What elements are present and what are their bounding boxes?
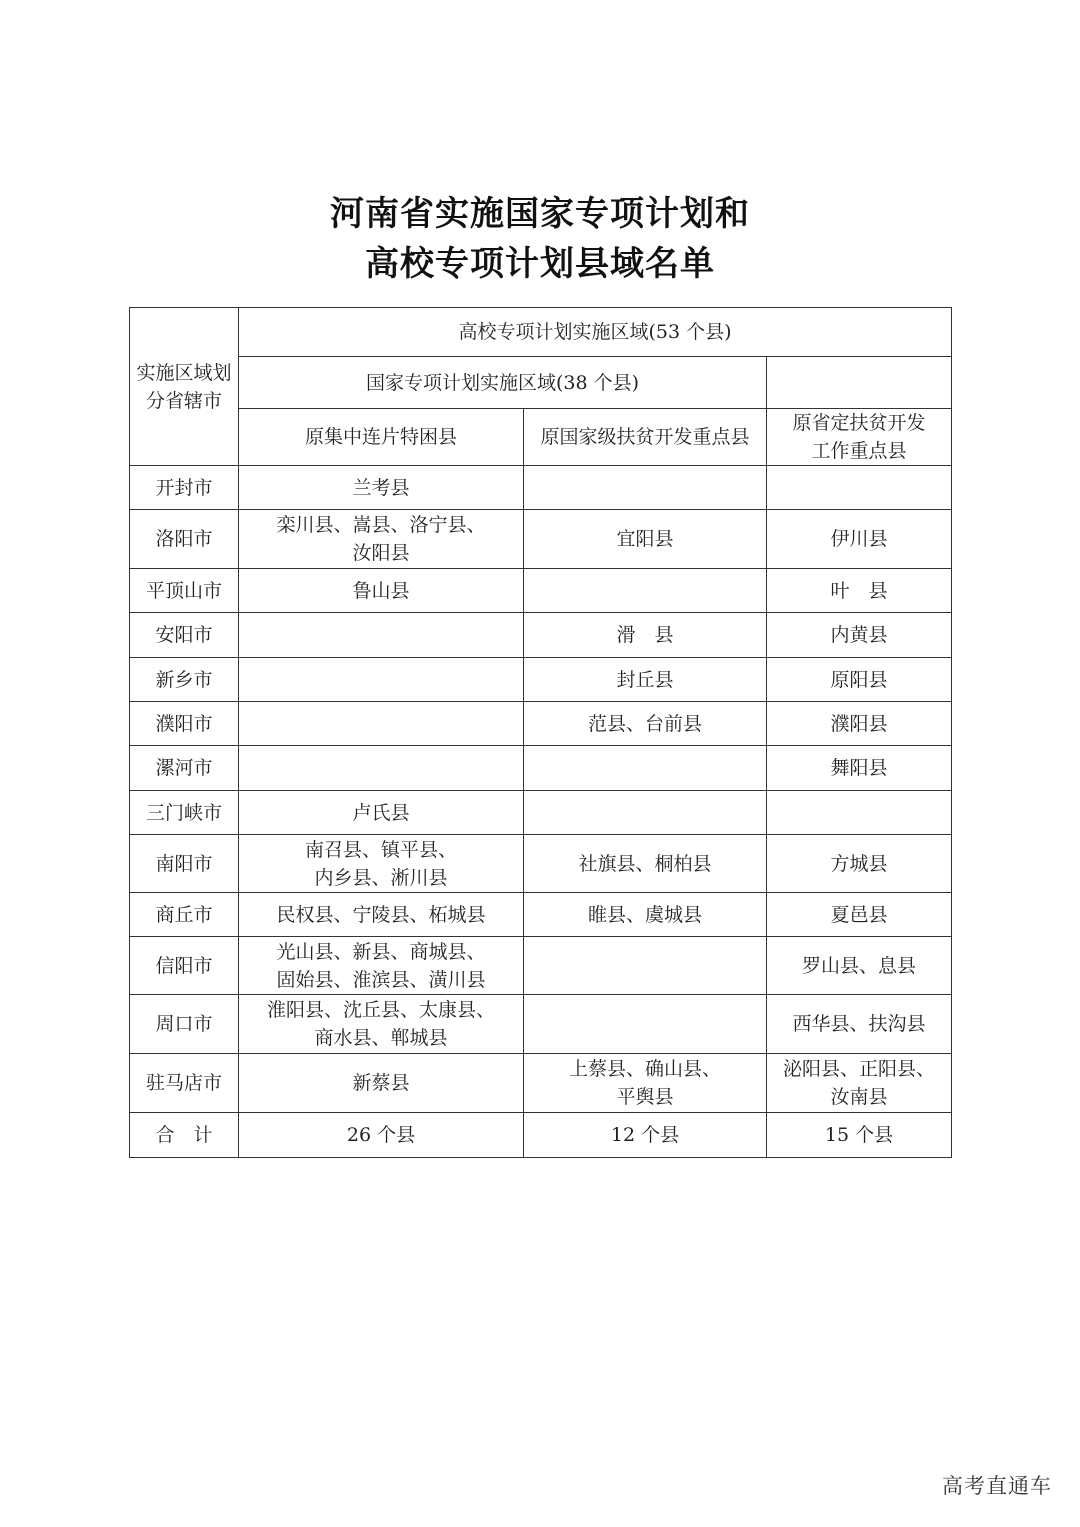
county-text: 范县、台前县: [587, 712, 702, 735]
provincial-county-cell: [767, 835, 952, 893]
provincial-county-cell: [767, 995, 952, 1054]
provincial-county-cell: [767, 746, 952, 791]
national-county-cell: [524, 466, 767, 510]
special-county-cell: [239, 466, 524, 510]
special-county-cell: [239, 937, 524, 995]
special-county-cell: [239, 746, 524, 791]
county-text: 濮阳县: [830, 712, 888, 735]
special-county-cell: [239, 893, 524, 937]
total-national: 12 个县: [524, 1113, 767, 1158]
county-list-table: [129, 307, 952, 1158]
special-county-cell: [239, 569, 524, 613]
watermark-text: 高考直通车: [942, 1474, 1052, 1498]
table-row: [130, 510, 952, 569]
county-text: 平舆县: [616, 1086, 674, 1108]
header-provincial-key: [767, 409, 952, 466]
table-row: [130, 791, 952, 835]
header-provincial-line-1: 原省定扶贫开发: [792, 412, 926, 434]
county-text: 舞阳县: [830, 757, 888, 779]
county-text: 西华县、扶沟县: [792, 1013, 926, 1035]
county-text: 方城县: [830, 852, 888, 875]
national-county-cell: [524, 746, 767, 791]
city-cell: 开封市: [130, 466, 239, 510]
national-county-cell: [524, 702, 767, 746]
header-region-line-1: 实施区域划: [136, 361, 232, 384]
city-cell: 平顶山市: [130, 569, 239, 613]
county-text: 社旗县、桐柏县: [578, 852, 712, 875]
header-national-key: 原国家级扶贫开发重点县: [524, 409, 767, 466]
special-county-cell: [239, 791, 524, 835]
national-county-cell: [524, 569, 767, 613]
provincial-county-cell: [767, 702, 952, 746]
provincial-county-cell: [767, 510, 952, 569]
provincial-county-cell: [767, 791, 952, 835]
county-text: 封丘县: [616, 668, 674, 691]
county-text: 内乡县、淅川县: [314, 866, 448, 889]
header-national-plan: 国家专项计划实施区域(38 个县): [239, 357, 767, 409]
county-text: 上蔡县、确山县、: [568, 1058, 721, 1080]
table-row: [130, 995, 952, 1054]
table-row: [130, 835, 952, 893]
national-county-cell: [524, 937, 767, 995]
county-text: 罗山县、息县: [802, 954, 917, 977]
county-text: 滑 县: [616, 624, 674, 646]
table-row: [130, 746, 952, 791]
county-text: 汝阳县: [352, 542, 410, 564]
table-row: [130, 569, 952, 613]
national-county-cell: [524, 510, 767, 569]
table-row: [130, 613, 952, 658]
header-university-plan: 高校专项计划实施区域(53 个县): [239, 308, 952, 357]
national-county-cell: [524, 835, 767, 893]
national-county-cell: [524, 1054, 767, 1113]
city-cell: 周口市: [130, 995, 239, 1054]
provincial-county-cell: [767, 466, 952, 510]
provincial-county-cell: [767, 658, 952, 702]
county-text: 鲁山县: [352, 579, 410, 602]
county-text: 泌阳县、正阳县、: [783, 1058, 936, 1080]
header-row-2: [130, 357, 952, 409]
county-text: 汝南县: [830, 1086, 888, 1108]
county-text: 南召县、镇平县、: [304, 838, 457, 861]
county-text: 栾川县、嵩县、洛宁县、: [276, 514, 486, 536]
table-row: [130, 658, 952, 702]
special-county-cell: [239, 702, 524, 746]
special-county-cell: [239, 995, 524, 1054]
county-text: 宜阳县: [616, 528, 674, 550]
city-cell: 洛阳市: [130, 510, 239, 569]
header-row-1: [130, 308, 952, 357]
county-text: 睢县、虞城县: [587, 903, 702, 926]
special-county-cell: [239, 510, 524, 569]
header-region-line-2: 分省辖市: [145, 389, 222, 412]
national-county-cell: [524, 613, 767, 658]
table-row: [130, 702, 952, 746]
table-row: [130, 893, 952, 937]
header-region-column: [130, 308, 239, 466]
title-line-2: 高校专项计划县域名单: [365, 244, 715, 284]
national-county-cell: [524, 791, 767, 835]
county-text: 商水县、郸城县: [314, 1027, 448, 1049]
county-text: 夏邑县: [830, 903, 888, 926]
provincial-county-cell: [767, 569, 952, 613]
county-text: 原阳县: [830, 668, 888, 691]
county-text: 兰考县: [352, 476, 410, 499]
city-cell: 南阳市: [130, 835, 239, 893]
county-text: 新蔡县: [352, 1072, 410, 1094]
special-county-cell: [239, 1054, 524, 1113]
county-text: 民权县、宁陵县、柘城县: [276, 903, 486, 926]
table-row: [130, 937, 952, 995]
city-cell: 三门峡市: [130, 791, 239, 835]
total-provincial: 15 个县: [767, 1113, 952, 1158]
table-row: [130, 1054, 952, 1113]
national-county-cell: [524, 893, 767, 937]
header-provincial-line-2: 工作重点县: [811, 440, 907, 462]
national-county-cell: [524, 658, 767, 702]
table-row: [130, 466, 952, 510]
county-text: 伊川县: [830, 528, 888, 550]
provincial-county-cell: [767, 1054, 952, 1113]
county-text: 光山县、新县、商城县、: [276, 940, 486, 963]
county-text: 叶 县: [830, 579, 888, 602]
county-text: 内黄县: [830, 624, 888, 646]
header-special-poverty: 原集中连片特困县: [239, 409, 524, 466]
city-cell: 新乡市: [130, 658, 239, 702]
city-cell: 漯河市: [130, 746, 239, 791]
city-cell: 信阳市: [130, 937, 239, 995]
header-empty-cell: [767, 357, 952, 409]
city-cell: 濮阳市: [130, 702, 239, 746]
special-county-cell: [239, 658, 524, 702]
special-county-cell: [239, 835, 524, 893]
total-special: 26 个县: [239, 1113, 524, 1158]
city-cell: 商丘市: [130, 893, 239, 937]
city-cell: 安阳市: [130, 613, 239, 658]
provincial-county-cell: [767, 893, 952, 937]
total-label: 合 计: [130, 1113, 239, 1158]
provincial-county-cell: [767, 613, 952, 658]
county-text: 卢氏县: [352, 801, 410, 824]
total-row: [130, 1113, 952, 1158]
county-text: 淮阳县、沈丘县、太康县、: [266, 999, 495, 1021]
provincial-county-cell: [767, 937, 952, 995]
city-cell: 驻马店市: [130, 1054, 239, 1113]
national-county-cell: [524, 995, 767, 1054]
special-county-cell: [239, 613, 524, 658]
county-text: 固始县、淮滨县、潢川县: [276, 968, 486, 991]
title-line-1: 河南省实施国家专项计划和: [330, 194, 750, 234]
header-row-3: [130, 409, 952, 466]
